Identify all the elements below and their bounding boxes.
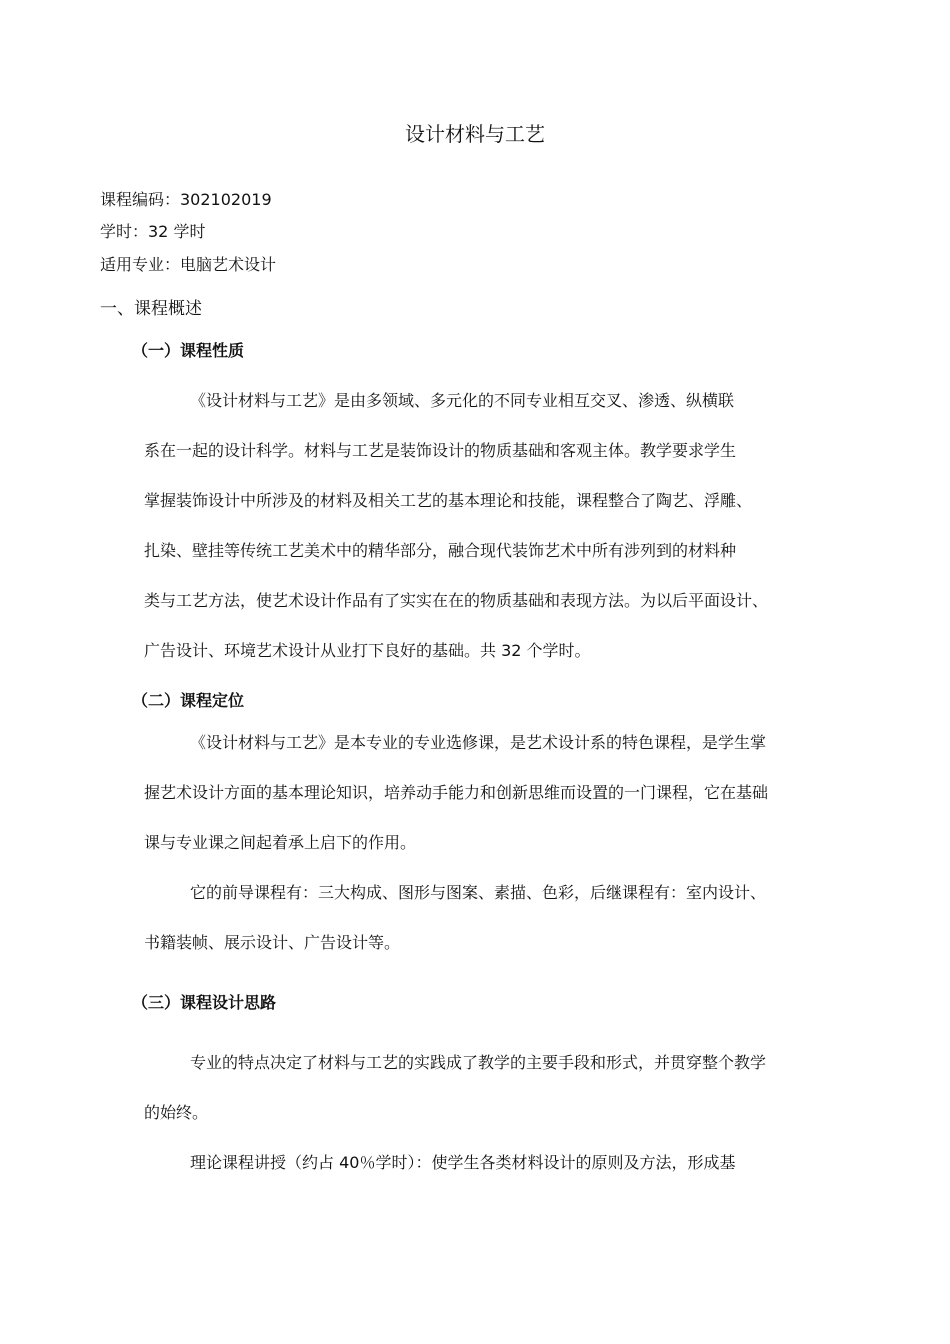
applicable-major: 适用专业：电脑艺术设计 [100,255,277,274]
paragraph-line: 类与工艺方法，使艺术设计作品有了实实在在的物质基础和表现方法。为以后平面设计、 [144,591,769,610]
paragraph-line: 《设计材料与工艺》是本专业的专业选修课，是艺术设计系的特色课程，是学生掌 [190,733,767,752]
paragraph-line: 扎染、壁挂等传统工艺美术中的精华部分，融合现代装饰艺术中所有涉列到的材料种 [144,541,737,560]
subsection-heading-positioning: （二）课程定位 [132,691,245,710]
paragraph-line: 它的前导课程有：三大构成、图形与图案、素描、色彩，后继课程有：室内设计、 [190,883,767,902]
paragraph-line: 掌握装饰设计中所涉及的材料及相关工艺的基本理论和技能，课程整合了陶艺、浮雕、 [144,491,753,510]
course-code: 课程编码：302102019 [100,190,272,209]
paragraph-line: 专业的特点决定了材料与工艺的实践成了教学的主要手段和形式，并贯穿整个教学 [190,1053,767,1072]
paragraph-line: 广告设计、环境艺术设计从业打下良好的基础。共 32 个学时。 [144,641,591,660]
paragraph-line: 握艺术设计方面的基本理论知识，培养动手能力和创新思维而设置的一门课程，它在基础 [144,783,769,802]
paragraph-line: 的始终。 [144,1103,209,1122]
paragraph-line: 系在一起的设计科学。材料与工艺是装饰设计的物质基础和客观主体。教学要求学生 [144,441,737,460]
section-heading-overview: 一、课程概述 [100,299,202,319]
subsection-heading-nature: （一）课程性质 [132,341,245,360]
subsection-heading-design-approach: （三）课程设计思路 [132,993,277,1012]
paragraph-line: 课与专业课之间起着承上启下的作用。 [144,833,417,852]
paragraph-line: 书籍装帧、展示设计、广告设计等。 [144,933,401,952]
course-hours: 学时：32 学时 [100,222,206,241]
paragraph-line: 《设计材料与工艺》是由多领域、多元化的不同专业相互交叉、渗透、纵横联 [190,391,735,410]
paragraph-line: 理论课程讲授（约占 40％学时）：使学生各类材料设计的原则及方法，形成基 [190,1153,736,1172]
document-title: 设计材料与工艺 [405,122,545,146]
